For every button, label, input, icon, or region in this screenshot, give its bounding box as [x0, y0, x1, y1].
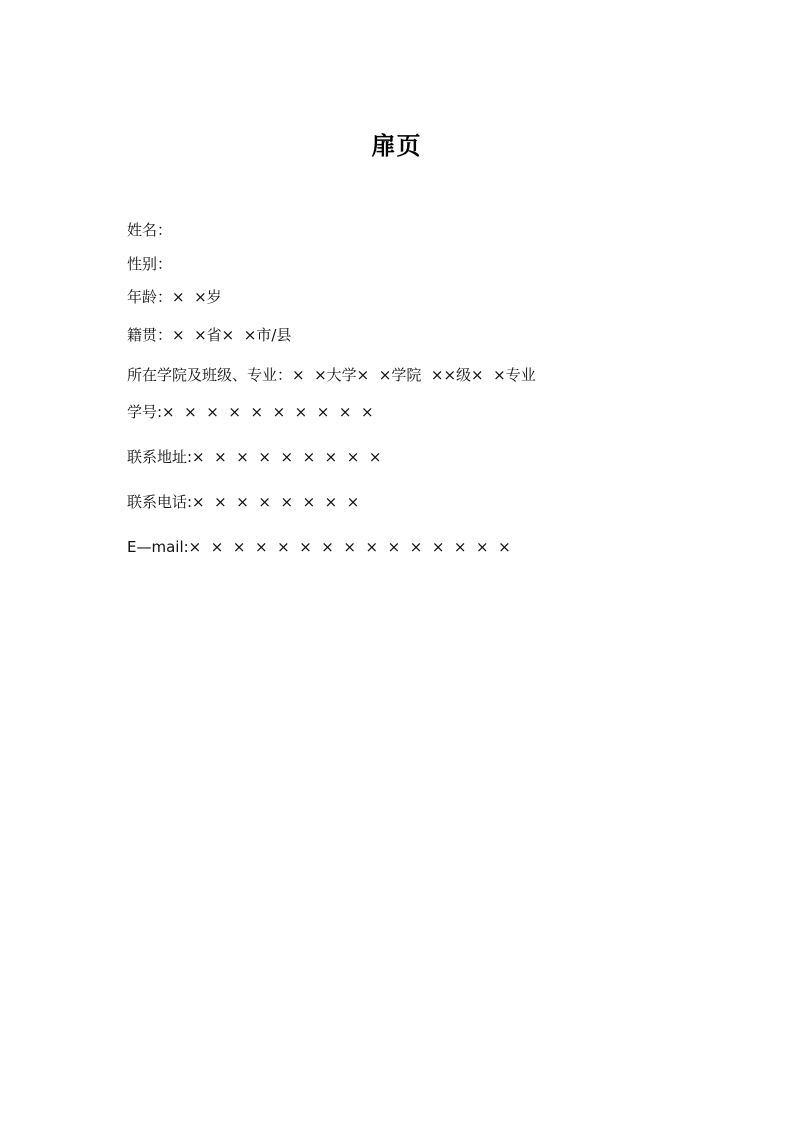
phone-field: 联系电话:× × × × × × × × [127, 493, 360, 511]
page-title: 扉页 [371, 131, 422, 160]
gender-field: 性别： [127, 255, 173, 273]
age-field: 年龄：× ×岁 [127, 288, 222, 306]
name-field: 姓名： [127, 221, 173, 239]
student-id-field: 学号:× × × × × × × × × × [127, 403, 374, 421]
native-place-field: 籍贯：× ×省× ×市/县 [127, 326, 292, 344]
email-field: E—mail:× × × × × × × × × × × × × × × [127, 538, 511, 556]
school-class-major-field: 所在学院及班级、专业：× ×大学× ×学院 ××级× ×专业 [127, 366, 536, 384]
address-field: 联系地址:× × × × × × × × × [127, 448, 382, 466]
